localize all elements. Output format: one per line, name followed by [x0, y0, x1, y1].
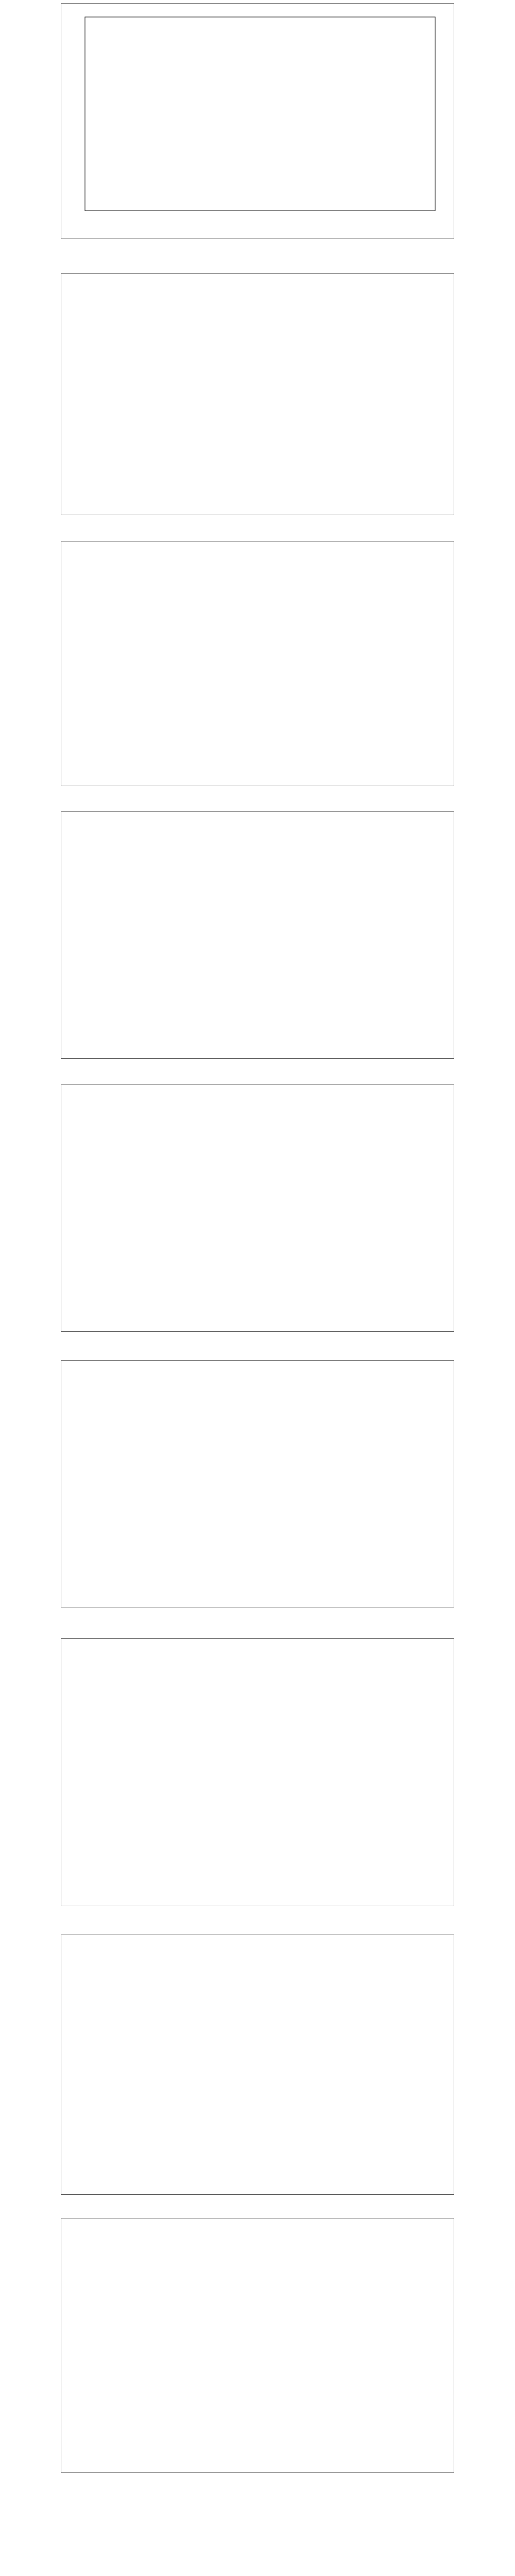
- plot-area: [85, 17, 435, 211]
- rainfall-chart-panel: [61, 1360, 454, 1607]
- grass-temp-chart: [61, 1085, 454, 1331]
- sunshine-chart-panel: [61, 1638, 454, 1906]
- wind-direction-chart: [61, 1935, 454, 2194]
- humidity-chart: [61, 274, 454, 515]
- pressure-chart: [61, 812, 454, 1058]
- grass-temp-chart-panel: [61, 1084, 454, 1332]
- temperature-chart-panel: [61, 3, 454, 239]
- humidity-chart-panel: [61, 273, 454, 515]
- mixing-ratio-chart-panel: [61, 541, 454, 786]
- temperature-chart: [61, 4, 454, 239]
- pressure-chart-panel: [61, 811, 454, 1059]
- rainfall-chart: [61, 1361, 454, 1607]
- wind-direction-chart-panel: [61, 1935, 454, 2195]
- mixing-ratio-chart: [61, 541, 454, 786]
- wind-speed-chart: [61, 2218, 454, 2472]
- sunshine-chart: [61, 1639, 454, 1906]
- wind-speed-chart-panel: [61, 2218, 454, 2473]
